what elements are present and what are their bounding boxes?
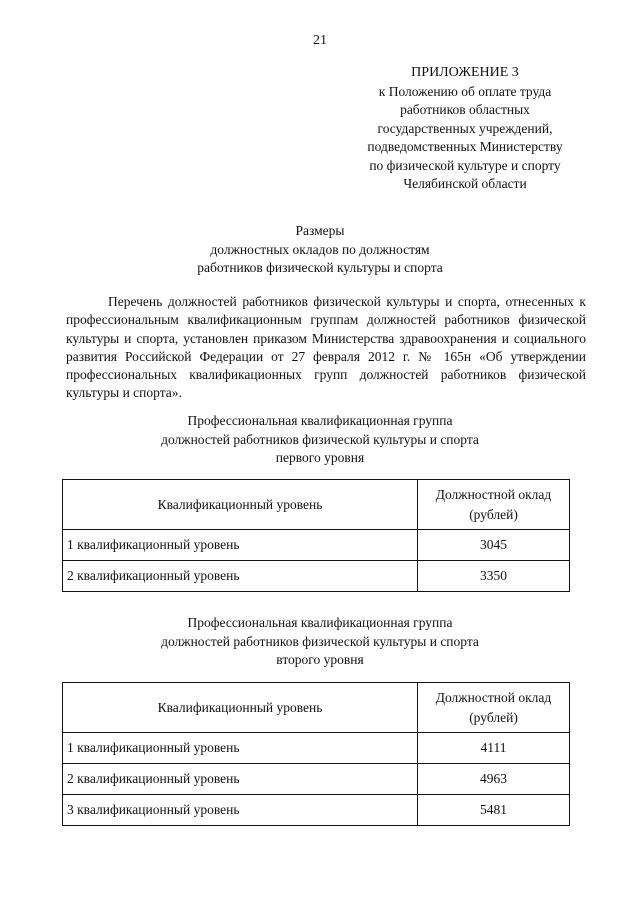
salary-header-line: (рублей) [469, 709, 518, 725]
appendix-line: к Положению об оплате труда [378, 83, 552, 99]
group-1-title [0, 412, 640, 468]
level-cell: 2 квалификационный уровень [63, 764, 418, 795]
salary-header-line: (рублей) [469, 506, 518, 522]
table-row [63, 764, 570, 795]
table-row [63, 561, 570, 592]
level-cell: 3 квалификационный уровень [63, 795, 418, 826]
column-header-salary [418, 480, 570, 530]
group-title-line: Профессиональная квалификационная группа [187, 413, 453, 428]
title-line: Размеры [295, 223, 345, 238]
appendix-line: государственных учреждений, [377, 120, 553, 136]
salary-header-line: Должностной оклад [435, 486, 552, 502]
appendix-block [360, 64, 570, 194]
table-header-row [63, 683, 570, 733]
table-row [63, 530, 570, 561]
group-2-title [0, 614, 640, 670]
table-header-row [63, 480, 570, 530]
table-row [63, 733, 570, 764]
column-header-level: Квалификационный уровень [63, 683, 418, 733]
table-row [63, 795, 570, 826]
group-1-table [62, 479, 570, 592]
level-cell: 1 квалификационный уровень [63, 733, 418, 764]
level-cell: 2 квалификационный уровень [63, 561, 418, 592]
title-line: работников физической культуры и спорта [197, 260, 443, 275]
appendix-heading: ПРИЛОЖЕНИЕ 3 [411, 65, 519, 80]
title-line: должностных окладов по должностям [210, 241, 430, 257]
page-number: 21 [313, 33, 327, 48]
intro-paragraph [66, 293, 586, 403]
salary-cell: 3350 [418, 561, 570, 592]
group-title-line: первого уровня [275, 450, 365, 465]
appendix-line: подведомственных Министерству [367, 139, 563, 154]
group-title-line: Профессиональная квалификационная группа [187, 615, 453, 630]
intro-text: Перечень должностей работников физической культуры и спорта, отнесенных к профессиональным квалификационным группам должностей работников физической культуры и спорта, установлен приказом Министерства здравоохранения и социального развития Российской Федерации от 27 февраля 2012 г. № 165н «Об утверждении профессиональных квалификационных групп должностей работников физической культуры и спорта». [66, 294, 586, 401]
salary-cell: 5481 [418, 795, 570, 826]
salary-cell: 3045 [418, 530, 570, 561]
group-title-line: должностей работников физической культуры и спорта [161, 431, 479, 447]
column-header-level: Квалификационный уровень [63, 480, 418, 530]
appendix-line: Челябинской области [403, 176, 527, 191]
salary-cell: 4111 [418, 733, 570, 764]
salary-cell: 4963 [418, 764, 570, 795]
appendix-line: по физической культуре и спорту [369, 157, 561, 173]
document-title [0, 222, 640, 278]
group-2-table [62, 682, 570, 826]
appendix-line: работников областных [400, 102, 530, 117]
salary-header-line: Должностной оклад [435, 689, 552, 705]
group-title-line: второго уровня [276, 652, 364, 667]
level-cell: 1 квалификационный уровень [63, 530, 418, 561]
column-header-salary [418, 683, 570, 733]
group-title-line: должностей работников физической культуры и спорта [161, 633, 479, 649]
